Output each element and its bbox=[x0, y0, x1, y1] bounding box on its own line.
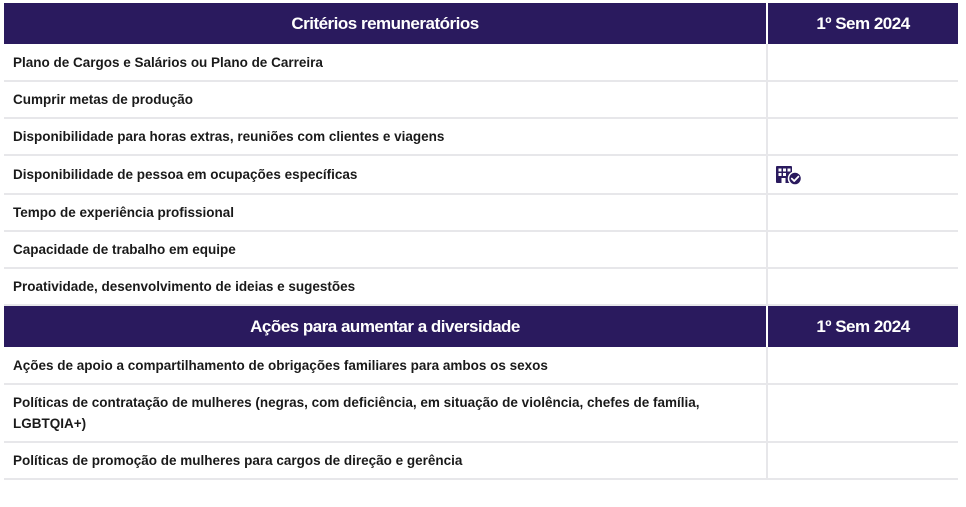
row-value bbox=[767, 194, 958, 231]
row-value bbox=[767, 268, 958, 305]
row-label: Capacidade de trabalho em equipe bbox=[4, 231, 767, 268]
table-row bbox=[4, 442, 958, 479]
table-row bbox=[4, 194, 958, 231]
row-label: Plano de Cargos e Salários ou Plano de Carreira bbox=[4, 44, 767, 81]
table-row bbox=[4, 44, 958, 81]
table-row bbox=[4, 268, 958, 305]
table-row bbox=[4, 347, 958, 384]
row-label: Tempo de experiência profissional bbox=[4, 194, 767, 231]
period-header: 1º Sem 2024 bbox=[767, 3, 958, 44]
section-title: Critérios remuneratórios bbox=[4, 3, 767, 44]
table-row bbox=[4, 81, 958, 118]
table-row bbox=[4, 384, 958, 442]
row-value bbox=[767, 81, 958, 118]
table-row bbox=[4, 155, 958, 194]
row-label: Políticas de promoção de mulheres para cargos de direção e gerência bbox=[4, 442, 767, 479]
row-value bbox=[767, 384, 958, 442]
table-row bbox=[4, 231, 958, 268]
row-value bbox=[767, 118, 958, 155]
section-title: Ações para aumentar a diversidade bbox=[4, 305, 767, 347]
row-value bbox=[767, 347, 958, 384]
section-header-remuneration bbox=[4, 3, 958, 44]
criteria-table bbox=[4, 3, 958, 480]
table-row bbox=[4, 118, 958, 155]
row-label: Disponibilidade para horas extras, reuniões com clientes e viagens bbox=[4, 118, 767, 155]
row-value bbox=[767, 44, 958, 81]
row-value bbox=[767, 442, 958, 479]
period-header: 1º Sem 2024 bbox=[767, 305, 958, 347]
row-value bbox=[767, 231, 958, 268]
row-label: Ações de apoio a compartilhamento de obrigações familiares para ambos os sexos bbox=[4, 347, 767, 384]
section-header-diversity bbox=[4, 305, 958, 347]
row-value bbox=[767, 155, 958, 194]
building-check-icon bbox=[776, 166, 802, 189]
row-label: Políticas de contratação de mulheres (negras, com deficiência, em situação de violência, chefes de família, LGBTQIA+) bbox=[4, 384, 767, 442]
row-label: Cumprir metas de produção bbox=[4, 81, 767, 118]
row-label: Disponibilidade de pessoa em ocupações específicas bbox=[4, 155, 767, 194]
row-label: Proatividade, desenvolvimento de ideias e sugestões bbox=[4, 268, 767, 305]
